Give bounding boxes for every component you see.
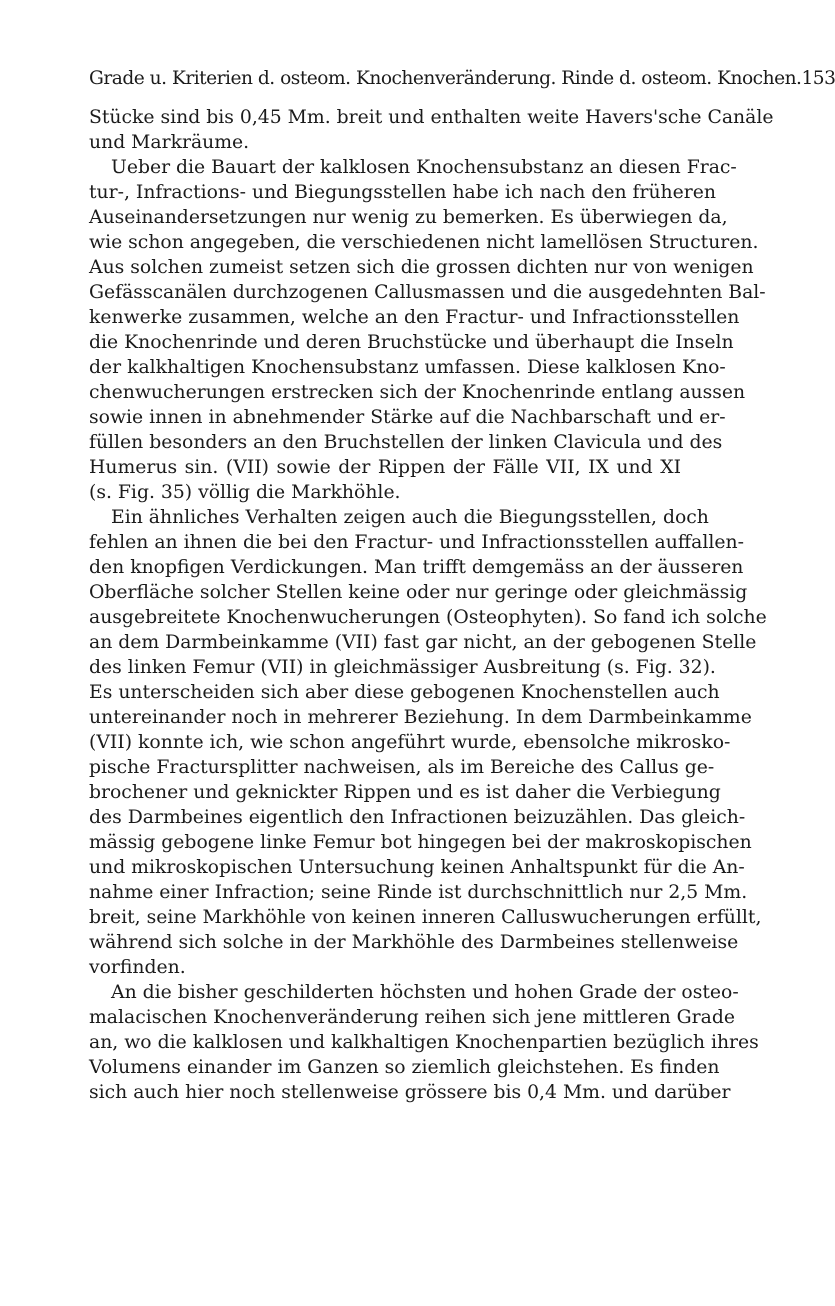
text-line: chenwucherungen erstrecken sich der Knochenrinde entlang aussen [89,382,746,403]
text-line: nahme einer Infraction; seine Rinde ist durchschnittlich nur 2,5 Mm. [89,882,748,903]
text-line: und Markräume. [89,132,250,153]
text-line: Humerus sin. (VII) sowie der Rippen der Fälle VII, IX und XI [89,457,681,478]
text-line: des Darmbeines eigentlich den Infractionen beizuzählen. Das gleich- [89,807,746,828]
text-line: untereinander noch in mehrerer Beziehung. In dem Darmbeinkamme [89,707,752,728]
text-line: Ueber die Bauart der kalklosen Knochensubstanz an diesen Frac- [111,157,737,178]
text-line: sich auch hier noch stellenweise grössere bis 0,4 Mm. und darüber [89,1082,731,1103]
text-line: Ein ähnliches Verhalten zeigen auch die Biegungsstellen, doch [111,507,709,528]
text-line: Aus solchen zumeist setzen sich die grossen dichten nur von wenigen [89,257,754,278]
text-line: pische Fractursplitter nachweisen, als im Bereiche des Callus ge- [89,757,715,778]
text-line: fehlen an ihnen die bei den Fractur- und Infractionsstellen auffallen- [89,532,744,553]
text-line: des linken Femur (VII) in gleichmässiger Ausbreitung (s. Fig. 32). [89,657,716,678]
text-line: füllen besonders an den Bruchstellen der linken Clavicula und des [89,432,723,453]
text-line: Es unterscheiden sich aber diese gebogenen Knochenstellen auch [89,682,720,703]
text-line: sowie innen in abnehmender Stärke auf die Nachbarschaft und er- [89,407,726,428]
text-line: tur-, Infractions- und Biegungsstellen habe ich nach den früheren [89,182,716,203]
text-line: Oberfläche solcher Stellen keine oder nur geringe oder gleichmässig [89,582,748,603]
paragraph [89,980,759,1105]
paragraph [89,105,774,155]
text-line: kenwerke zusammen, welche an den Fractur- und Infractionsstellen [89,307,740,328]
text-line: wie schon angegeben, die verschiedenen nicht lamellösen Structuren. [89,232,759,253]
text-line: ausgebreitete Knochenwucherungen (Osteophyten). So fand ich solche [89,607,767,628]
text-line: mässig gebogene linke Femur bot hingegen bei der makroskopischen [89,832,752,853]
text-line: Auseinandersetzungen nur wenig zu bemerken. Es überwiegen da, [89,207,728,228]
text-line: Volumens einander im Ganzen so ziemlich gleichstehen. Es finden [89,1057,720,1078]
running-title: Grade u. Kriterien d. osteom. Knochenveränderung. Rinde d. osteom. Knochen. [89,68,802,89]
running-head [89,68,835,89]
page-number: 153 [801,68,835,89]
text-line: (VII) konnte ich, wie schon angeführt wurde, ebensolche mikrosko- [89,732,731,753]
text-line: breit, seine Markhöhle von keinen inneren Calluswucherungen erfüllt, [89,907,762,928]
text-line: (s. Fig. 35) völlig die Markhöhle. [89,482,401,503]
text-line: vorfinden. [89,957,186,978]
body-text [89,105,774,1105]
text-line: an dem Darmbeinkamme (VII) fast gar nicht, an der gebogenen Stelle [89,632,757,653]
text-line: malacischen Knochenveränderung reihen sich jene mittleren Grade [89,1007,735,1028]
paragraph [89,505,767,980]
text-line: Gefässcanälen durchzogenen Callusmassen und die ausgedehnten Bal- [89,282,766,303]
text-line: den knopfigen Verdickungen. Man trifft demgemäss an der äusseren [89,557,744,578]
text-line: die Knochenrinde und deren Bruchstücke und überhaupt die Inseln [89,332,734,353]
text-line: und mikroskopischen Untersuchung keinen Anhaltspunkt für die An- [89,857,745,878]
text-line: An die bisher geschilderten höchsten und hohen Grade der osteo- [111,982,739,1003]
text-line: der kalkhaltigen Knochensubstanz umfassen. Diese kalklosen Kno- [89,357,726,378]
text-line: während sich solche in der Markhöhle des Darmbeines stellenweise [89,932,739,953]
paragraph [89,155,766,505]
text-line: brochener und geknickter Rippen und es ist daher die Verbiegung [89,782,721,803]
text-line: Stücke sind bis 0,45 Mm. breit und enthalten weite Havers'sche Canäle [89,107,774,128]
text-line: an, wo die kalklosen und kalkhaltigen Knochenpartien bezüglich ihres [89,1032,759,1053]
